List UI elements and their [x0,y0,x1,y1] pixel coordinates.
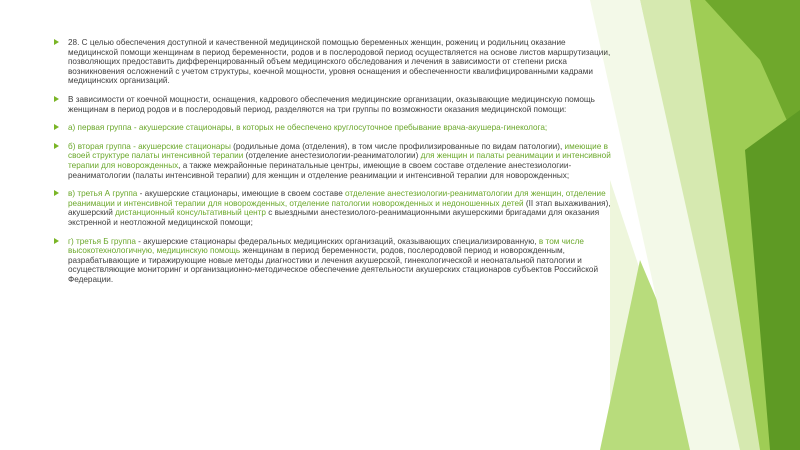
bullet-arrow-icon [54,238,59,244]
highlighted-text: в) третья А группа [68,189,138,199]
paragraph-text: (отделение анестезиологии-реаниматологии) [243,151,421,161]
bullet-paragraph [54,142,614,180]
bullet-arrow-icon [54,96,59,102]
paragraph-text: - акушерские стационары, имеющие в своем составе [137,189,346,199]
highlighted-text: дистанционный консультативный центр [115,208,266,218]
highlighted-text: б) вторая группа - акушерские стационары [68,141,231,151]
paragraph-text: (родильные дома (отделения), в том числе профилизированные по видам патологии), [230,141,565,151]
highlighted-text: отделение анестезиологии-реаниматологии для женщин, отделение реанимации и интенсивной терапии для новорожденных, отделение патологии новорожденных и недоношенных детей [68,189,606,208]
bullet-arrow-icon [54,190,59,196]
bullet-arrow-icon [54,143,59,149]
paragraph-text: (II этап выхаживания), акушерский [68,198,611,218]
highlighted-text: для женщин и палаты реанимации и интенсивной терапии для новорожденных [68,151,611,170]
highlighted-text: в том числе высокотехнологичную, медицинскую помощь [68,236,584,256]
paragraph-text: женщинам в период беременности, родов, послеродовой период и новорожденным, разрабатывающие и тиражирующие новые методы диагностики и лечения акушерской, гинекологической и неонатальной патологии и осуществляющие мониторинг и организационно-методическое обеспечение деятельности акушерских стационаров субъектов Российской Федерации. [68,246,599,284]
highlighted-text: а) первая группа - акушерские стационары, в которых не обеспечено круглосуточное пребывание врача-акушера-гинеколога; [68,123,548,133]
highlighted-text: г) третья Б группа [68,236,136,246]
paragraph-text: 28. С целью обеспечения доступной и качественной медицинской помощью беременных женщин, рожениц и родильниц оказание медицинской помощи женщинам в период беременности, родов и в послеродовой период осуществляется на основе листов маршрутизации, позволяющих предоставить дифференцированный объем медицинского обследования и лечения в зависимости от степени риска возникновения осложнений с учетом структуры, коечной мощности, уровня оснащения и обеспеченности квалифицированными кадрами медицинских организаций. [68,38,611,86]
paragraph-text: В зависимости от коечной мощности, оснащения, кадрового обеспечения медицинские организации, оказывающие медицинскую помощь женщинам в период родов и в послеродовый период, разделяются на три группы по возможности оказания медицинской помощи: [68,94,595,114]
bullet-paragraph [54,38,614,86]
paragraph-text: с выездными анестезиолого-реанимационными акушерскими бригадами для оказания экстренной и неотложной медицинской помощи; [68,208,600,227]
bullet-arrow-icon [54,39,59,45]
bullet-paragraph [54,237,614,285]
bullet-paragraph [54,95,614,114]
highlighted-text: имеющие в своей структуре палаты интенсивной терапии [68,141,608,161]
paragraph-text: , а также межрайонные перинатальные центры, имеющие в своем составе отделение анестезиологии-реаниматологии (палаты интенсивной терапии) для женщин и отделение реанимации и интенсивной терапии для новорожденных; [68,160,572,180]
bullet-paragraph [54,123,614,133]
bullet-paragraph [54,189,614,227]
bullet-arrow-icon [54,124,59,130]
slide-body [54,38,614,293]
paragraph-text: - акушерские стационары федеральных медицинских организаций, оказывающих специализированную, [135,236,539,246]
